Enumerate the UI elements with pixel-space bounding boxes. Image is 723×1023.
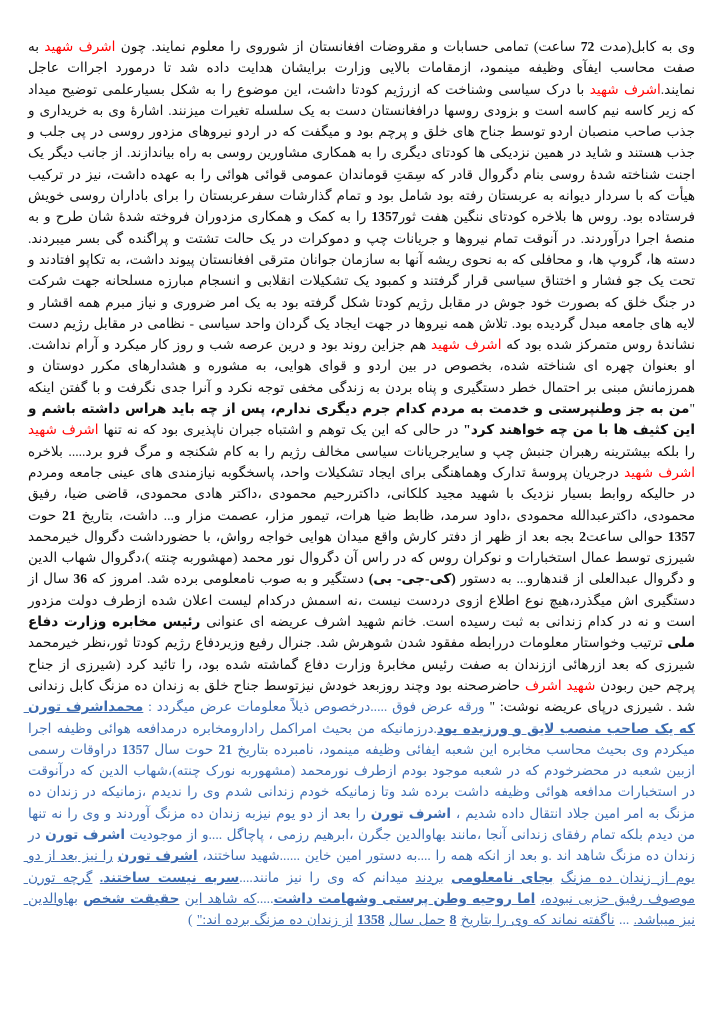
text-run: 8 (449, 912, 457, 928)
text-run: 72 (580, 39, 595, 54)
text-run: 2 (579, 528, 587, 544)
text-run: میدانم که وی را نیز مانند.... (239, 869, 416, 885)
text-run: 21 (62, 507, 76, 523)
text-run: 1357 (371, 209, 399, 225)
text-run: با درک سیاسی وشناخت که ازرژیم کودتا داشت، این موضوع را به شکل بسیارعلمی توضیح میداد که زیر کاسه نیم کاسه است و بزودی روسها درافغانستان دست به یک سلسله تغیرات میزنند. اشارهٔ وی به خریداری و جذب صاحب منصبان اردو توسط جناح های خلق و پرچم بود و میگفت که در اردو نیروهای مزدور روسی در پی جلب و جذب هستند و شاید در همین نزدیکی ها کودتای دیگری را به همکاری مشاورین روسی به راه بیاندازند. از جانب دیگر یک اجنت شناخته شدهٔ روسی بنام دگروال قادر که سِمَتِ قوماندان عمومی قوائی هوائی را به عهده داشت، نیز در ترکیب هیأت که با سردار دیوانه به عربستان رفته بود شامل بود و تمام گذارشات سفرعربستان را برای باداران روسی خویش فرستاده بود. روس ها بلاخره کودتای ننگین هفت ثور (23, 81, 695, 225)
text-run: بردند (415, 869, 444, 885)
text-run: اشرف شهید (28, 422, 99, 438)
text-run (444, 870, 451, 885)
text-run: بجای نامعلومی (451, 869, 554, 885)
text-run: 1358 (357, 912, 385, 928)
text-run: ) (187, 912, 197, 928)
text-run: در حالی که این یک توهم و اشتباه جبران ناپذیری بود که نه تنها (98, 422, 464, 438)
text-run: سربه نیست ساختند. (99, 869, 240, 885)
text-run: من به جز وطنپرستی و خدمت به مردم کدام جرم دیگری ندارم، پس از چه باید هراس داشته باشم و این کثیف ها با من چه خواهند کرد" (23, 401, 695, 438)
text-run: اشرف تورن (117, 848, 198, 864)
text-run: دراوقات رسمی ازبین شعبه در محضرخودم که در شعبه موجود بودم ازطرف نورمحمد (مشهوربه نورک چنته)،شهاب الدین که درآنوقت در استخبارات مدافعه هوائی وظیفه داشت برده شد وتا زمانیکه خودم زندانی شدم وی را ندیدم ،زمانیکه در زندان ده مزنگ به امر امین جلاد انتقال داده شدیم ، (23, 741, 695, 821)
text-run: سال از دستگیری اش میگذرد،هیچ نوع اطلاع ازوی دردست نیست ،نه اسمش درکدام لیست اعلان شده ازطرف دولت مزدور است و نه در کدام زندانی به ثبت رسیده است. خانم شهید اشرف عریضه ای عنوانی (23, 571, 695, 630)
text-run: حقیقت شخص (83, 890, 180, 906)
text-run: در زندان ده مزنگ شاهد اند .و بعد از انکه همه را ....به دستور امین خاین ......شهید ساختند، (23, 826, 695, 864)
text-run: اشرف تورن (45, 826, 126, 842)
text-run: حوت سال (149, 741, 219, 757)
text-run: رئیس مخابره وزارت دفاع ملی (23, 614, 695, 651)
text-run: اشرف شهید (624, 464, 695, 480)
text-run: 1357 (667, 528, 695, 544)
text-run: حاضرصحنه بود وچند روزبعد خودش نیزتوسط جناح خلق به زندان ده مزنگ کابل زندانی شد . شیرزی درپای عریضه نوشت: " (23, 677, 695, 715)
text-run: اشرف شهید (44, 39, 116, 54)
text-run: ترتیب وخواستار معلومات دررابطه مفقود شدن شوهرش شد. جنرال رفیع وزیردفاع رژیم کودتا ثور،نظر خیرمحمد شیرزی که بعد ازرهائی اززندان به صفت رئیس مخابرهٔ وزارت دفاع گماشته شده بود، را تائید کرد (شیرزی از جناح پرچم حین ربودن (23, 635, 695, 693)
text-run: حوالی ساعت (586, 528, 668, 544)
text-run: اشرف شهید (589, 81, 661, 97)
text-run: اشرف تورن (370, 805, 451, 821)
document-text (23, 36, 696, 930)
text-run: هم جزاین روند بود و درین عرصه شب و روز کار میکرد و آرام نداشت. او بعنوان چهره ای شناخته شده، بخصوص در بین اردو و قوای هوایی، به مشوره و هشدارهای مکرر دوستان و همرزمانش مبنی بر احتمال خطر دستگیری و پناه بردن به زندگی مخفی توجه نکرد و آنرا جدی نگرفت و با گفتن اینکه " (23, 337, 695, 417)
text-run: 21 (218, 741, 233, 757)
text-run: بجه بعد از ظهر از دفتر کارش واقع میدان هوایی خواجه رواش، با حضورداشت دگروال خیرمحمد شیرزی توسط عمال استخبارات و نوکران روس که در راس آن دگروال نور محمد (مهشوربه چنته )،دگروال شهاب الدین و دگروال عبدالعلی از قندهارو... به دستور (23, 528, 696, 587)
text-run (553, 870, 560, 885)
text-run: حوت (23, 507, 63, 523)
text-run: از زندان ده مزنگ برده اند:" (196, 912, 353, 928)
text-run: .درزمانیکه من بحیث امراکمل رادارومخابره درمدافعه هوائی وظیفه اجرا میکردم وی بحیث محاسب مخابره این شعبه ایفائی وظیفه مینمود، نامبرده بتاریخ (23, 720, 695, 757)
text-run: 36 (73, 571, 88, 587)
text-run: ..... (256, 890, 274, 906)
text-run: را بلکه بیشترینه رهبران جنبش چپ و سایرجریانات سیاسی مخالف رژیم را به کام شکنجه و مرگ فرو برد..... بلاخره (23, 422, 695, 459)
text-run: وی به کابل(مدت (594, 39, 695, 54)
text-run (92, 870, 99, 885)
text-run: بهاوالدین نیز میباشد. (23, 890, 695, 928)
text-run: را نیز بعد از دو یوم از زندان ده مزنگ (23, 848, 696, 885)
text-run: دستگیر و به صوب نامعلومی برده شد. امروز که (87, 571, 369, 587)
text-run: به صفت محاسب ایفآی وظیفه مینمود، ازمقامات بالایی وزارت برایشان هدایت داده شد تا درمورد اجراات عاجل نمایند. (23, 39, 695, 97)
text-run: 1357 (122, 741, 150, 757)
text-run: ناگفته نماند که وی را بتاریخ (460, 912, 615, 928)
text-run: که شاهد این (184, 890, 257, 906)
text-run: اشرف شهید (431, 337, 502, 353)
text-run: شهید اشرف (524, 677, 596, 693)
text-run: ... (614, 912, 634, 928)
text-run: را بعد از دو یوم نیزبه زندان ده مزنگ آوردند و وی را نه تنها من دیدم بلکه تمام رفقای زندانی آنجا ،مانند بهاوالدین جگرن ،ابرهیم رزمی ، پاچاگل ....و از موجودیت (23, 805, 695, 842)
text-run: اما روحیه وطن پرستی وشهامت داشت (273, 890, 536, 906)
text-run: حمل سال (388, 912, 446, 928)
text-run: محمداشرف تورن که یک صاحب منصب لایق و ورزیده بود (23, 699, 695, 736)
text-run: درجریان پروسهٔ تدارک وهماهنگی برای ایجاد تشکیلات واحد، پاسخگوبه نیازمندی های عینی جامعه ومردم در حالیکه روابط بسیار نزدیک با شهید مجید کلکانی، داکتررحیم محمودی ،داکتر هادی محمودی، قاضی ضیا، رفیق محمودی، داکترعبدالله محمودی ،داود سرمد، ظابط ضیا هرات، تیمور مزار، عصمت مزار و... داشت، بتاریخ (23, 464, 695, 523)
text-run: گرچه تورن موصوف رفیق حزبی نبوده، (23, 869, 696, 906)
text-run: ساعت) تمامی حسابات و مقروضات افغانستان از شوروی را معلوم نمایند. چون (115, 39, 581, 54)
text-run: را به کمک و همکاری مزدوران فروخته شدهٔ شان طرح و به منصهٔ اجرا درآوردند. در آنوقت تمام نیروها و جریانات چپ و دموکرات در یک حالت تشتت و پراگنده گی بسر میبردند. دسته ها، گروپ ها، و محافلی که به نحوی ریشه آنها به سازمان جوانان مترقی افغانستان پیوند داشت، به تکاپو افتادند و تحت یک جو فشار و اختناق سیاسی قرار گرفتند و کمبود یک تشکیلات انقلابی و انسجام مبارزه مسلحانه جهت شرکت در جنگ خلق که بصورت خود جوش در مقابل رژیم کودتا شکل گرفته بود به یک امر ضروری و نیاز مبرم همه اقشار و لایه های جامعه مبدل گردیده بود. تلاش همه نیروها در جهت ایجاد یک گردان واحد سیاسی - نظامی در مقابل رژیم دست نشاندهٔ روس متمرکز شده بود که (23, 209, 695, 353)
text-run: (کی-جی- بی) (368, 571, 456, 587)
text-run: ورقه عرض فوق .....درخصوص ذیلاً معلومات عرض میگردد : (143, 699, 485, 715)
